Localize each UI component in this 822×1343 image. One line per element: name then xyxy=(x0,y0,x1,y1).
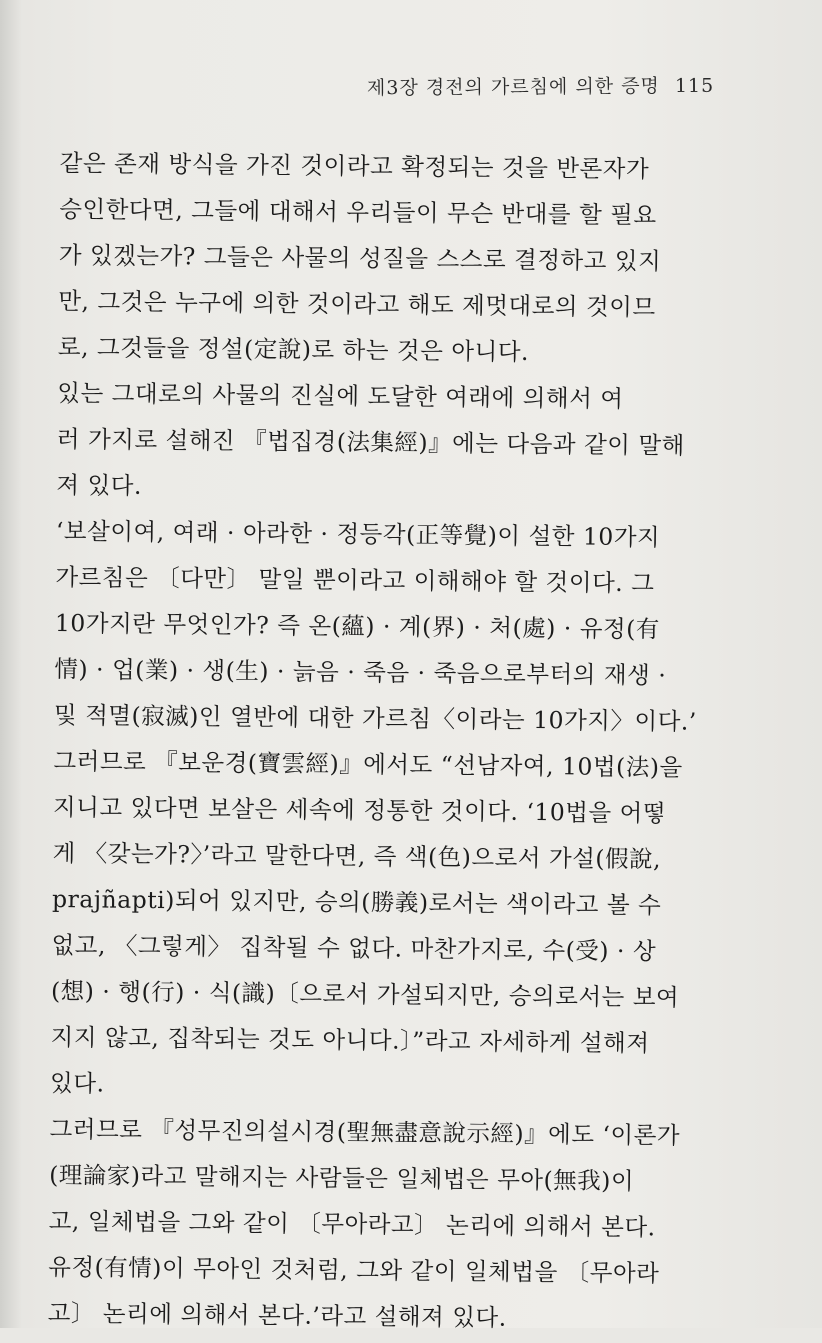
text-line: 만, 그것은 누구에 의한 것이라고 해도 제멋대로의 것이므 xyxy=(58,286,656,322)
text-line: ‘보살이여, 여래 · 아라한 · 정등각(正等覺)이 설한 10가지 xyxy=(55,516,661,552)
text-line: 情) · 업(業) · 생(生) · 늙음 · 죽음 · 죽음으로부터의 재생 · xyxy=(54,654,667,690)
text-line: prajñapti)되어 있지만, 승의(勝義)로서는 색이라고 볼 수 xyxy=(51,884,662,920)
text-line: 고, 일체법을 그와 같이 〔무아라고〕 논리에 의해서 본다. xyxy=(48,1206,656,1242)
text-line: 없고, 〈그렇게〉 집착될 수 없다. 마찬가지로, 수(受) · 상 xyxy=(51,930,657,966)
chapter-title: 제3장 경전의 가르침에 의한 증명 xyxy=(366,75,660,100)
text-line: 같은 존재 방식을 가진 것이라고 확정되는 것을 반론자가 xyxy=(59,148,650,184)
text-line: 그러므로 『보운경(寶雲經)』에서도 “선남자여, 10법(法)을 xyxy=(53,746,683,782)
text-line: 10가지란 무엇인가? 즉 온(蘊) · 계(界) · 처(處) · 유정(有 xyxy=(54,608,660,644)
running-head xyxy=(367,71,714,100)
text-line: 지지 않고, 집착되는 것도 아니다.〕”라고 자세하게 설해져 xyxy=(50,1022,650,1058)
body-text xyxy=(47,140,739,1343)
text-line: 유정(有情)이 무아인 것처럼, 그와 같이 일체법을 〔무아라 xyxy=(48,1252,660,1288)
text-line: 로, 그것들을 정설(定說)로 하는 것은 아니다. xyxy=(57,332,530,366)
text-line: 승인한다면, 그들에 대해서 우리들이 무슨 반대를 할 필요 xyxy=(59,194,657,230)
text-line: 그러므로 『성무진의설시경(聖無盡意說示經)』에도 ‘이론가 xyxy=(49,1114,681,1150)
page-number: 115 xyxy=(674,74,715,98)
text-line: (理論家)라고 말해지는 사람들은 일체법은 무아(無我)이 xyxy=(49,1160,635,1196)
text-line: 지니고 있다면 보살은 세속에 정통한 것이다. ‘10법을 어떻 xyxy=(52,792,667,828)
text-line: 고〕 논리에 의해서 본다.’라고 설해져 있다. xyxy=(47,1298,507,1332)
text-line: 게 〈갖는가?〉’라고 말한다면, 즉 색(色)으로서 가설(假說, xyxy=(52,838,662,874)
text-line: 있다. xyxy=(49,1068,105,1098)
text-line: 및 적멸(寂滅)인 열반에 대한 가르침〈이라는 10가지〉이다.’ xyxy=(53,700,697,736)
text-line: (想) · 행(行) · 식(識)〔으로서 가설되지만, 승의로서는 보여 xyxy=(50,976,680,1012)
text-line: 러 가지로 설해진 『법집경(法集經)』에는 다음과 같이 말해 xyxy=(56,424,685,460)
text-line: 가 있겠는가? 그들은 사물의 성질을 스스로 결정하고 있지 xyxy=(58,240,662,276)
text-line: 가르침은 〔다만〕 말일 뿐이라고 이해해야 할 것이다. 그 xyxy=(55,562,655,598)
text-line: 져 있다. xyxy=(56,470,143,500)
text-line: 있는 그대로의 사물의 진실에 도달한 여래에 의해서 여 xyxy=(57,378,624,413)
